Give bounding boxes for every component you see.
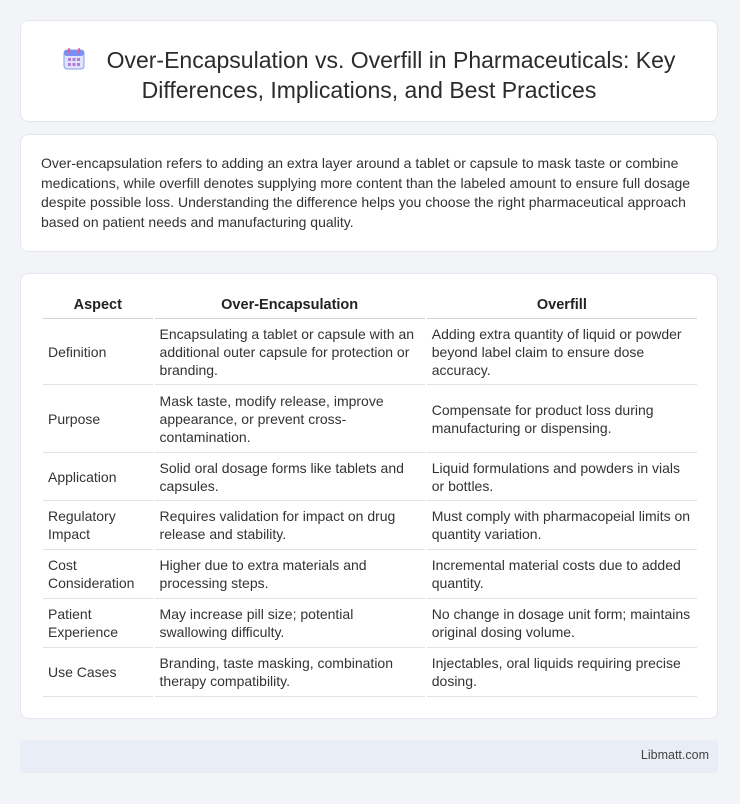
cell-overfill: Must comply with pharmacopeial limits on quantity variation. — [427, 501, 697, 550]
footer-brand: Libmatt.com — [640, 748, 709, 762]
table-row — [43, 648, 697, 697]
cell-over-encapsulation: May increase pill size; potential swallowing difficulty. — [155, 599, 425, 648]
cell-aspect: Patient Experience — [43, 599, 153, 648]
footer — [20, 740, 718, 773]
calendar-icon — [63, 48, 85, 70]
table-row — [43, 385, 697, 453]
cell-overfill: Injectables, oral liquids requiring precise dosing. — [427, 648, 697, 697]
cell-aspect: Purpose — [43, 385, 153, 453]
comparison-table-card — [20, 273, 718, 719]
title-card — [20, 20, 718, 122]
cell-overfill: No change in dosage unit form; maintains original dosing volume. — [427, 599, 697, 648]
cell-aspect: Application — [43, 453, 153, 501]
table-row — [43, 550, 697, 599]
cell-aspect: Definition — [43, 319, 153, 385]
cell-overfill: Adding extra quantity of liquid or powder beyond label claim to ensure dose accuracy. — [427, 319, 697, 385]
table-row — [43, 319, 697, 385]
cell-over-encapsulation: Encapsulating a tablet or capsule with an additional outer capsule for protection or branding. — [155, 319, 425, 385]
cell-aspect: Regulatory Impact — [43, 501, 153, 550]
cell-over-encapsulation: Mask taste, modify release, improve appearance, or prevent cross-contamination. — [155, 385, 425, 453]
cell-overfill: Compensate for product loss during manufacturing or dispensing. — [427, 385, 697, 453]
page-title — [21, 45, 717, 105]
cell-aspect: Cost Consideration — [43, 550, 153, 599]
header-over-encapsulation: Over-Encapsulation — [155, 292, 425, 319]
comparison-table — [41, 292, 699, 697]
table-row — [43, 599, 697, 648]
header-overfill: Overfill — [427, 292, 697, 319]
table-header-row — [43, 292, 697, 319]
table-row — [43, 453, 697, 501]
cell-over-encapsulation: Solid oral dosage forms like tablets and capsules. — [155, 453, 425, 501]
cell-over-encapsulation: Branding, taste masking, combination therapy compatibility. — [155, 648, 425, 697]
cell-overfill: Incremental material costs due to added quantity. — [427, 550, 697, 599]
cell-over-encapsulation: Requires validation for impact on drug release and stability. — [155, 501, 425, 550]
intro-paragraph: Over-encapsulation refers to adding an extra layer around a tablet or capsule to mask taste or combine medications, while overfill denotes supplying more content than the labeled amount to ensure full dosage despite possible loss. Understanding the difference helps you choose the right pharmaceutical approach based on patient needs and manufacturing quality. — [41, 155, 691, 230]
table-row — [43, 501, 697, 550]
cell-over-encapsulation: Higher due to extra materials and processing steps. — [155, 550, 425, 599]
page-title-text: Over-Encapsulation vs. Overfill in Pharmaceuticals: Key Differences, Implications, and Best Practices — [106, 47, 676, 103]
cell-overfill: Liquid formulations and powders in vials or bottles. — [427, 453, 697, 501]
header-aspect: Aspect — [43, 292, 153, 319]
intro-card — [20, 134, 718, 252]
cell-aspect: Use Cases — [43, 648, 153, 697]
